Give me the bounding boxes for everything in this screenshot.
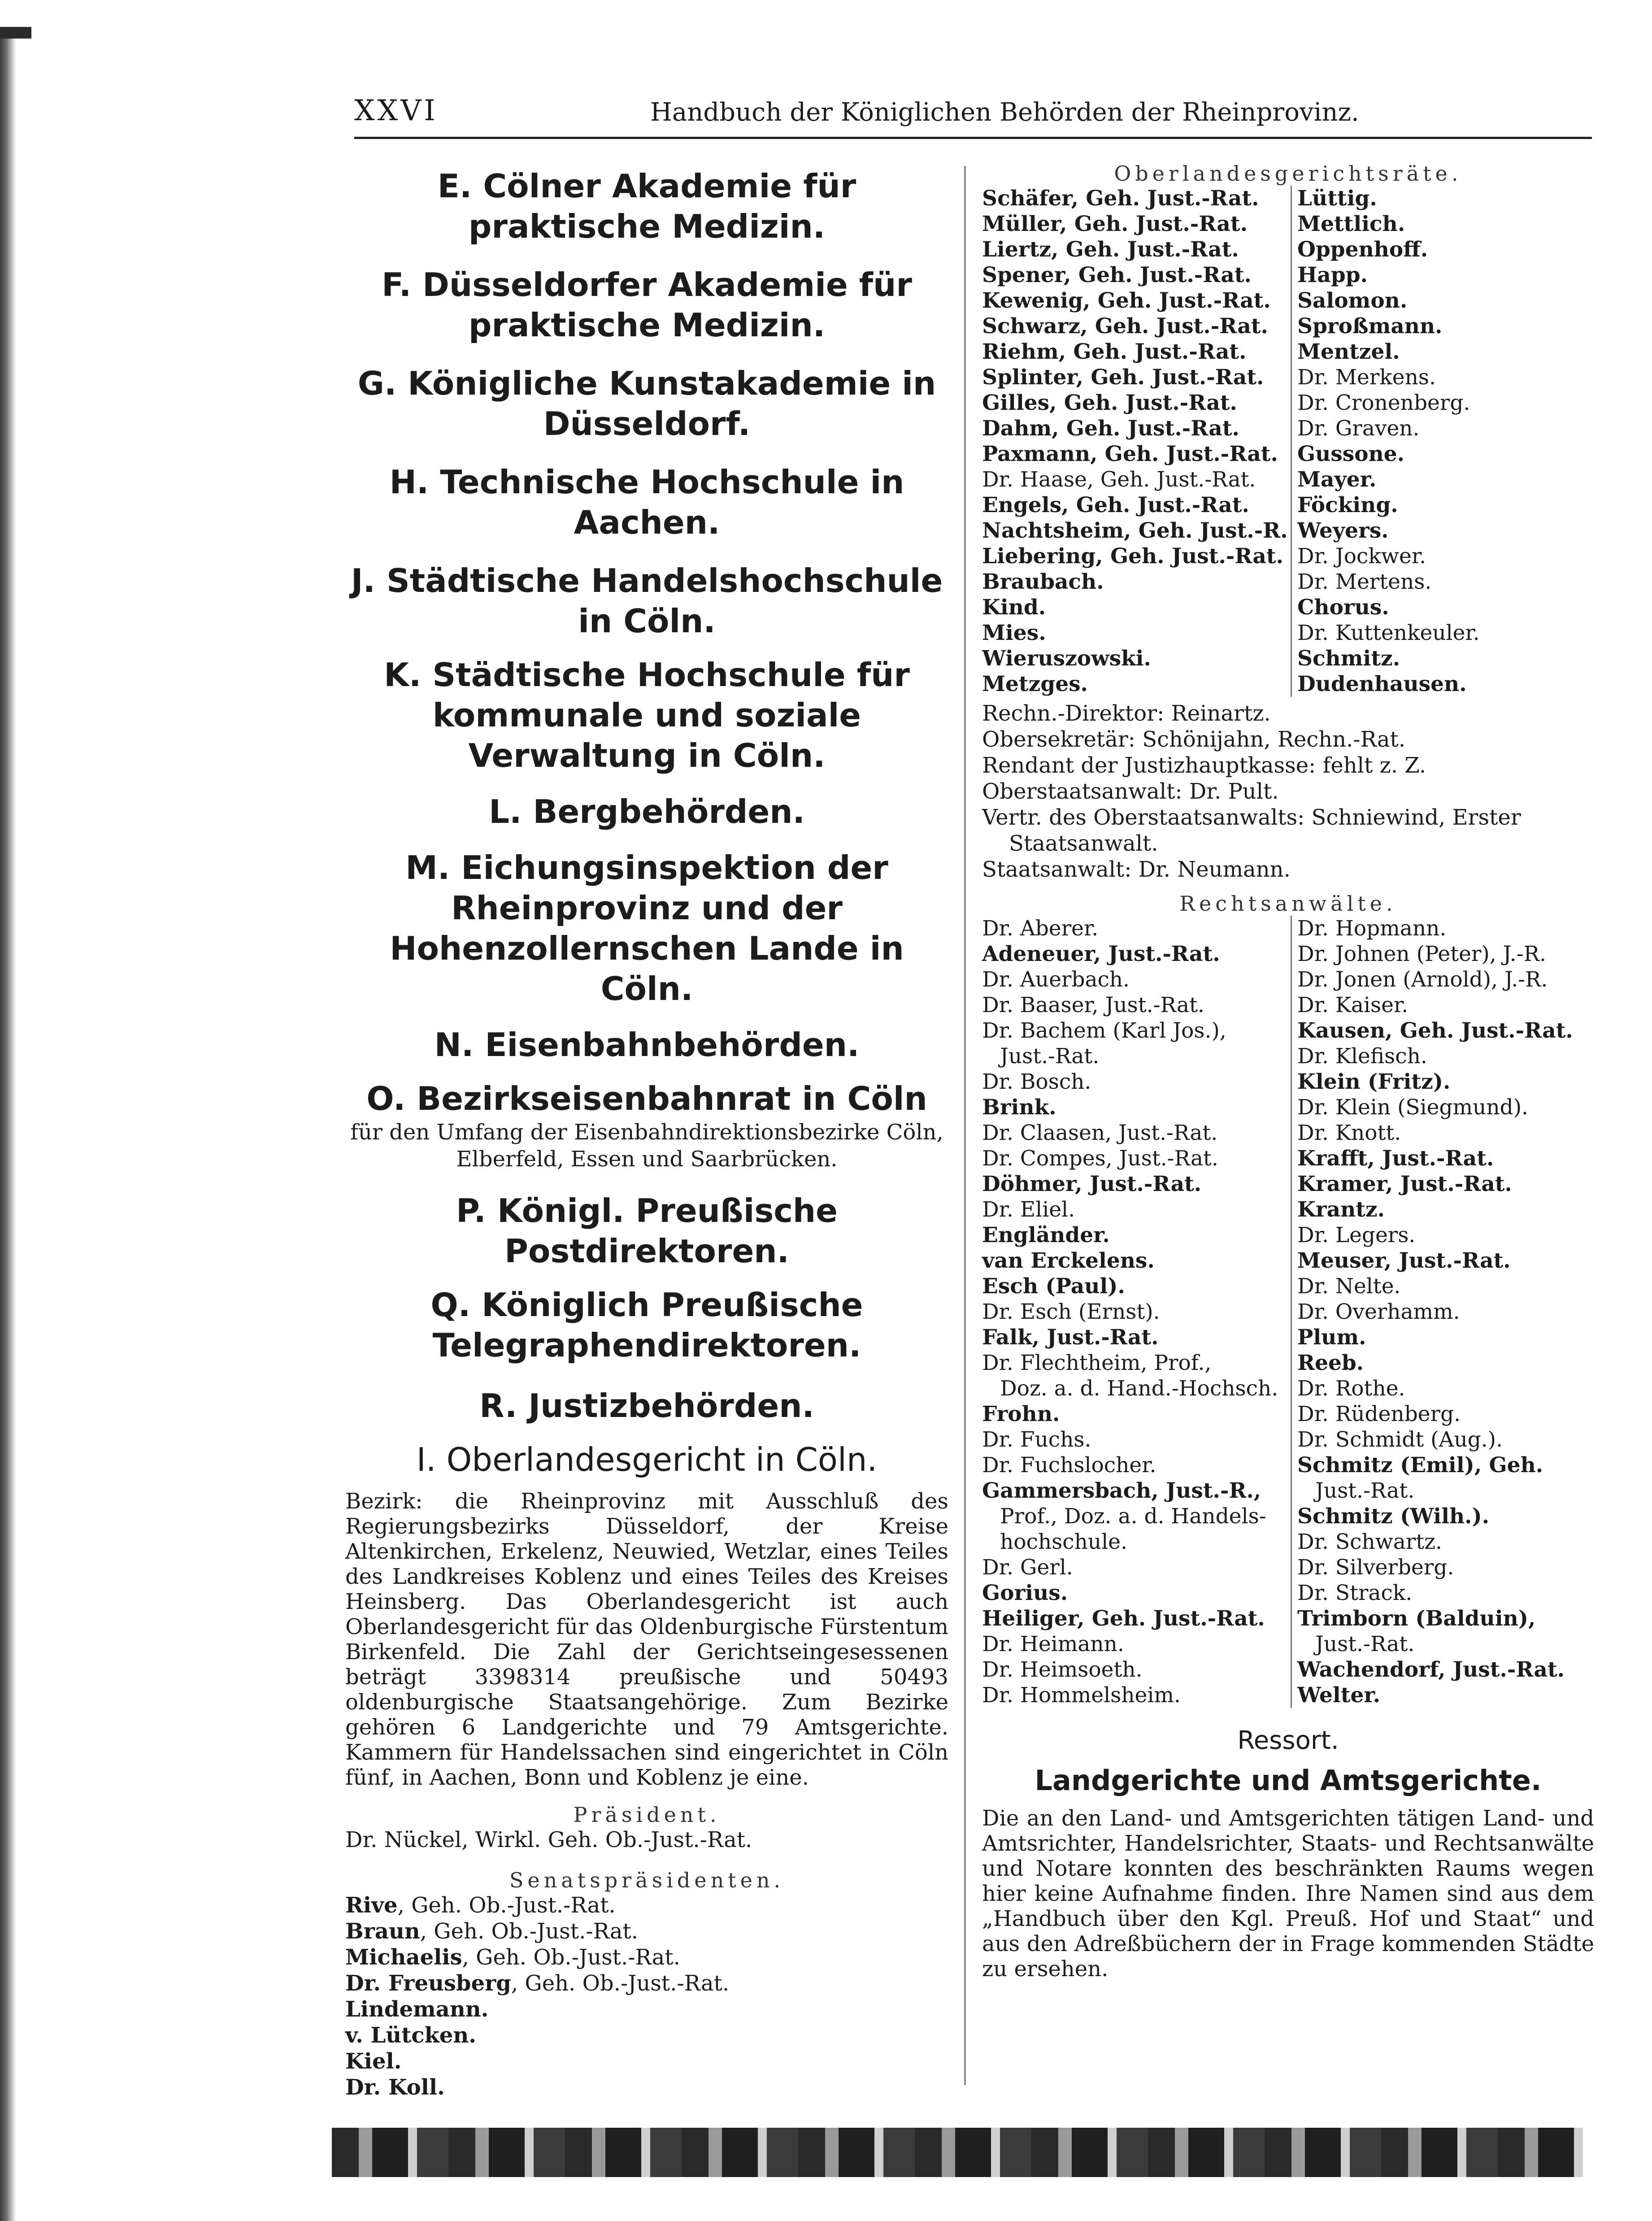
list-item: Just.-Rat. [1000, 1044, 1100, 1069]
rechtsanwaelte-col-b [1291, 916, 1594, 1708]
list-item: Just.-Rat. [1315, 1478, 1415, 1503]
list-item: Föcking. [1297, 493, 1398, 517]
list-item: Dr. Klein (Siegmund). [1297, 1095, 1529, 1120]
list-item: Riehm, Geh. Just.-Rat. [982, 339, 1247, 364]
list-item: Dr. Aberer. [982, 916, 1099, 941]
olg-raete-list [982, 186, 1594, 697]
official-line: Oberstaatsanwalt: Dr. Pult. [982, 779, 1279, 804]
list-item: Just.-Rat. [1315, 1632, 1415, 1656]
list-item: Klein (Fritz). [1297, 1069, 1451, 1094]
list-item: Wachendorf, Just.-Rat. [1297, 1657, 1565, 1682]
list-item: Dr. Hopmann. [1297, 916, 1447, 941]
list-item: Adeneuer, Just.-Rat. [982, 942, 1220, 966]
list-item: Welter. [1297, 1683, 1381, 1708]
rechtsanwaelte-list [982, 916, 1594, 1708]
ressort-paragraph: Die an den Land- und Amtsgerichten tätigen Land- und Amtsrichter, Handelsrichter, Staats- und Rechtsanwälte und Notare konnten des beschränkten Raums wegen hier keine Aufnahme finden. Ihre Namen sind aus dem „Handbuch über den Kgl. Preuß. Hof und Staat“ und aus den Adreßbüchern der in Frage kommenden Städte zu ersehen. [982, 1806, 1594, 1982]
list-item: Dr. Esch (Ernst). [982, 1300, 1160, 1324]
list-item: Trimborn (Balduin), [1297, 1606, 1536, 1631]
section-heading: R. Justizbehörden. [479, 1387, 814, 1425]
section-heading: Q. Königlich Preußische Telegraphendirektoren. [430, 1286, 863, 1364]
list-item: Lüttig. [1297, 186, 1377, 211]
list-item: Dr. Eliel. [982, 1197, 1075, 1222]
list-item: Engels, Geh. Just.-Rat. [982, 493, 1249, 517]
running-title: Handbuch der Königlichen Behörden der Rheinprovinz. [650, 98, 1359, 127]
list-item: Dr. Kuttenkeuler. [1297, 621, 1480, 645]
list-item: Doz. a. d. Hand.-Hochsch. [1000, 1376, 1278, 1401]
list-item: Dr. Freusberg, Geh. Ob.-Just.-Rat. [345, 1971, 730, 1996]
list-item: van Erckelens. [982, 1248, 1155, 1273]
list-item: Krafft, Just.-Rat. [1297, 1146, 1494, 1171]
left-column [345, 161, 948, 2100]
list-item: Reeb. [1297, 1351, 1364, 1375]
list-item: Splinter, Geh. Just.-Rat. [982, 365, 1264, 390]
list-item: Dr. Graven. [1297, 416, 1420, 441]
list-item: Braubach. [982, 569, 1104, 594]
list-item: Dr. Klefisch. [1297, 1044, 1427, 1069]
right-column [982, 161, 1594, 1982]
list-item: Gorius. [982, 1581, 1068, 1605]
list-item: Weyers. [1297, 518, 1389, 543]
olg-raete-col-b [1291, 186, 1594, 697]
list-item: Mies. [982, 621, 1046, 645]
list-item: Dr. Schwartz. [1297, 1530, 1442, 1554]
list-item: Frohn. [982, 1402, 1060, 1426]
list-item: Dr. Heimann. [982, 1632, 1124, 1656]
list-item: Kewenig, Geh. Just.-Rat. [982, 288, 1271, 313]
list-item: Dr. Bachem (Karl Jos.), [982, 1018, 1226, 1043]
list-item: Dudenhausen. [1297, 672, 1467, 696]
section-heading: G. Königliche Kunstakademie in Düsseldorf. [357, 365, 936, 443]
section-heading: J. Städtische Handelshochschule in Cöln. [351, 562, 943, 640]
list-item: Dr. Claasen, Just.-Rat. [982, 1121, 1218, 1145]
section-heading: F. Düsseldorfer Akademie für praktische Medizin. [382, 266, 912, 344]
list-item: Mettlich. [1297, 212, 1405, 236]
olg-raete-col-a [982, 186, 1291, 697]
section-note: für den Umfang der Eisenbahndirektionsbezirke Cöln, Elberfeld, Essen und Saarbrücken. [350, 1120, 943, 1172]
list-item: Gussone. [1297, 442, 1405, 466]
list-item: Döhmer, Just.-Rat. [982, 1172, 1202, 1196]
list-item: Dr. Nelte. [1297, 1274, 1401, 1299]
list-item: Dr. Jonen (Arnold), J.-R. [1297, 967, 1548, 992]
official-line: Rechn.-Direktor: Reinartz. [982, 701, 1271, 726]
section-heading: L. Bergbehörden. [489, 793, 805, 830]
rechtsanwaelte-col-a [982, 916, 1291, 1708]
list-item: Dr. Mertens. [1297, 569, 1432, 594]
list-item: Dr. Johnen (Peter), J.-R. [1297, 942, 1546, 966]
list-item: Dr. Auerbach. [982, 967, 1130, 992]
list-item: Plum. [1297, 1325, 1366, 1350]
list-item: Salomon. [1297, 288, 1408, 313]
list-item: Dr. Heimsoeth. [982, 1657, 1143, 1682]
list-item: Brink. [982, 1095, 1056, 1120]
list-item: Chorus. [1297, 595, 1389, 620]
section-heading: E. Cölner Akademie für praktische Medizin. [437, 167, 856, 245]
list-item: Paxmann, Geh. Just.-Rat. [982, 442, 1278, 466]
list-item: Braun, Geh. Ob.-Just.-Rat. [345, 1919, 638, 1944]
list-item: Dr. Rothe. [1297, 1376, 1405, 1401]
section-heading: P. Königl. Preußische Postdirektoren. [456, 1192, 838, 1270]
list-item: Dr. Strack. [1297, 1581, 1413, 1605]
list-item: Sproßmann. [1297, 314, 1443, 339]
list-item: Kind. [982, 595, 1046, 620]
list-item: Gilles, Geh. Just.-Rat. [982, 391, 1237, 415]
list-item: Dr. Schmidt (Aug.). [1297, 1427, 1503, 1452]
list-item: Meuser, Just.-Rat. [1297, 1248, 1511, 1273]
page-number: XXVI [354, 94, 438, 127]
list-item: Dr. Knott. [1297, 1121, 1401, 1145]
list-item: Dr. Overhamm. [1297, 1300, 1460, 1324]
list-item: Dr. Merkens. [1297, 365, 1436, 390]
list-item: Kausen, Geh. Just.-Rat. [1297, 1018, 1573, 1043]
list-item: Lindemann. [345, 1997, 489, 2022]
list-item: Engländer. [982, 1223, 1110, 1247]
list-item: Michaelis, Geh. Ob.-Just.-Rat. [345, 1945, 680, 1970]
list-item: Gammersbach, Just.-R., [982, 1478, 1261, 1503]
list-item: Liertz, Geh. Just.-Rat. [982, 237, 1239, 262]
list-item: Metzges. [982, 672, 1088, 696]
column-divider [964, 166, 966, 2085]
ressort-label: Ressort. [1237, 1726, 1339, 1755]
list-item: Schmitz (Emil), Geh. [1297, 1453, 1543, 1478]
official-line: Staatsanwalt: Dr. Neumann. [982, 857, 1291, 882]
list-item: Dahm, Geh. Just.-Rat. [982, 416, 1239, 441]
officials-block [982, 700, 1594, 882]
list-item: Wieruszowski. [982, 646, 1151, 671]
senatspraesidenten-label: Senatspräsidenten. [509, 1868, 785, 1892]
official-line: Obersekretär: Schönijahn, Rechn.-Rat. [982, 727, 1406, 752]
list-item: Falk, Just.-Rat. [982, 1325, 1159, 1350]
praesident-name: Dr. Nückel, Wirkl. Geh. Ob.-Just.-Rat. [345, 1827, 752, 1852]
scan-bottom-strip [332, 2128, 1583, 2177]
list-item: hochschule. [1000, 1530, 1127, 1554]
list-item: Dr. Gerl. [982, 1555, 1073, 1580]
list-item: Schwarz, Geh. Just.-Rat. [982, 314, 1268, 339]
list-item: Schäfer, Geh. Just.-Rat. [982, 186, 1259, 211]
olg-raete-label: Oberlandesgerichtsräte. [1114, 161, 1462, 186]
section-heading: M. Eichungsinspektion der Rheinprovinz und der Hohenzollernschen Lande in Cöln. [390, 849, 904, 1008]
list-item: Mayer. [1297, 467, 1377, 492]
scan-edge-top [0, 27, 31, 39]
section-heading: I. Oberlandesgericht in Cöln. [416, 1441, 878, 1478]
list-item: v. Lütcken. [345, 2023, 476, 2048]
official-line: Rendant der Justizhauptkasse: fehlt z. Z. [982, 753, 1426, 778]
list-item: Rive, Geh. Ob.-Just.-Rat. [345, 1893, 616, 1918]
list-item: Dr. Bosch. [982, 1069, 1091, 1094]
list-item: Esch (Paul). [982, 1274, 1125, 1299]
list-item: Dr. Legers. [1297, 1223, 1416, 1247]
list-item: Spener, Geh. Just.-Rat. [982, 263, 1252, 287]
list-item: Dr. Compes, Just.-Rat. [982, 1146, 1218, 1171]
rechtsanwaelte-label: Rechtsanwälte. [1179, 891, 1397, 916]
official-line: Vertr. des Oberstaatsanwalts: Schniewind, Erster Staatsanwalt. [982, 805, 1521, 856]
list-item: Dr. Kaiser. [1297, 993, 1409, 1017]
page-header [354, 94, 1592, 139]
list-item: Dr. Flechtheim, Prof., [982, 1351, 1212, 1375]
section-heading: N. Eisenbahnbehörden. [434, 1026, 860, 1064]
list-item: Dr. Fuchs. [982, 1427, 1091, 1452]
list-item: Kramer, Just.-Rat. [1297, 1172, 1512, 1196]
list-item: Prof., Doz. a. d. Handels- [1000, 1504, 1266, 1529]
list-item: Dr. Haase, Geh. Just.-Rat. [982, 467, 1256, 492]
list-item: Nachtsheim, Geh. Just.-R. [982, 518, 1288, 543]
list-item: Müller, Geh. Just.-Rat. [982, 212, 1248, 236]
ressort-title: Landgerichte und Amtsgerichte. [1035, 1764, 1542, 1797]
section-heading: O. Bezirkseisenbahnrat in Cöln [366, 1080, 927, 1117]
list-item: Dr. Rüdenberg. [1297, 1402, 1461, 1426]
scan-edge-left [0, 27, 16, 2221]
section-heading: K. Städtische Hochschule für kommunale und soziale Verwaltung in Cöln. [384, 656, 910, 774]
list-item: Mentzel. [1297, 339, 1400, 364]
list-item: Krantz. [1297, 1197, 1385, 1222]
list-item: Dr. Hommelsheim. [982, 1683, 1181, 1708]
list-item: Oppenhoff. [1297, 237, 1428, 262]
list-item: Dr. Koll. [345, 2075, 445, 2100]
section-heading: H. Technische Hochschule in Aachen. [389, 463, 904, 541]
list-item: Dr. Fuchslocher. [982, 1453, 1156, 1478]
list-item: Schmitz (Wilh.). [1297, 1504, 1490, 1529]
praesident-label: Präsident. [573, 1803, 721, 1827]
list-item: Dr. Baaser, Just.-Rat. [982, 993, 1204, 1017]
list-item: Dr. Jockwer. [1297, 544, 1426, 569]
list-item: Heiliger, Geh. Just.-Rat. [982, 1606, 1265, 1631]
list-item: Schmitz. [1297, 646, 1400, 671]
list-item: Liebering, Geh. Just.-Rat. [982, 544, 1283, 569]
list-item: Dr. Cronenberg. [1297, 391, 1470, 415]
list-item: Happ. [1297, 263, 1368, 287]
bezirk-paragraph: Bezirk: die Rheinprovinz mit Ausschluß des Regierungsbezirks Düsseldorf, der Kreise Altenkirchen, Erkelenz, Neuwied, Wetzlar, eines Teiles des Landkreises Koblenz und eines Teiles des Kreises Heinsberg. Das Oberlandesgericht ist auch Oberlandesgericht für das Oldenburgische Fürstentum Birkenfeld. Die Zahl der Gerichtseingesessenen beträgt 3398314 preußische und 50493 oldenburgische Staatsangehörige. Zum Bezirke gehören 6 Landgerichte und 79 Amtsgerichte. Kammern für Handelssachen sind eingerichtet in Cöln fünf, in Aachen, Bonn und Koblenz je eine. [345, 1489, 948, 1790]
list-item: Kiel. [345, 2049, 402, 2074]
list-item: Dr. Silverberg. [1297, 1555, 1454, 1580]
